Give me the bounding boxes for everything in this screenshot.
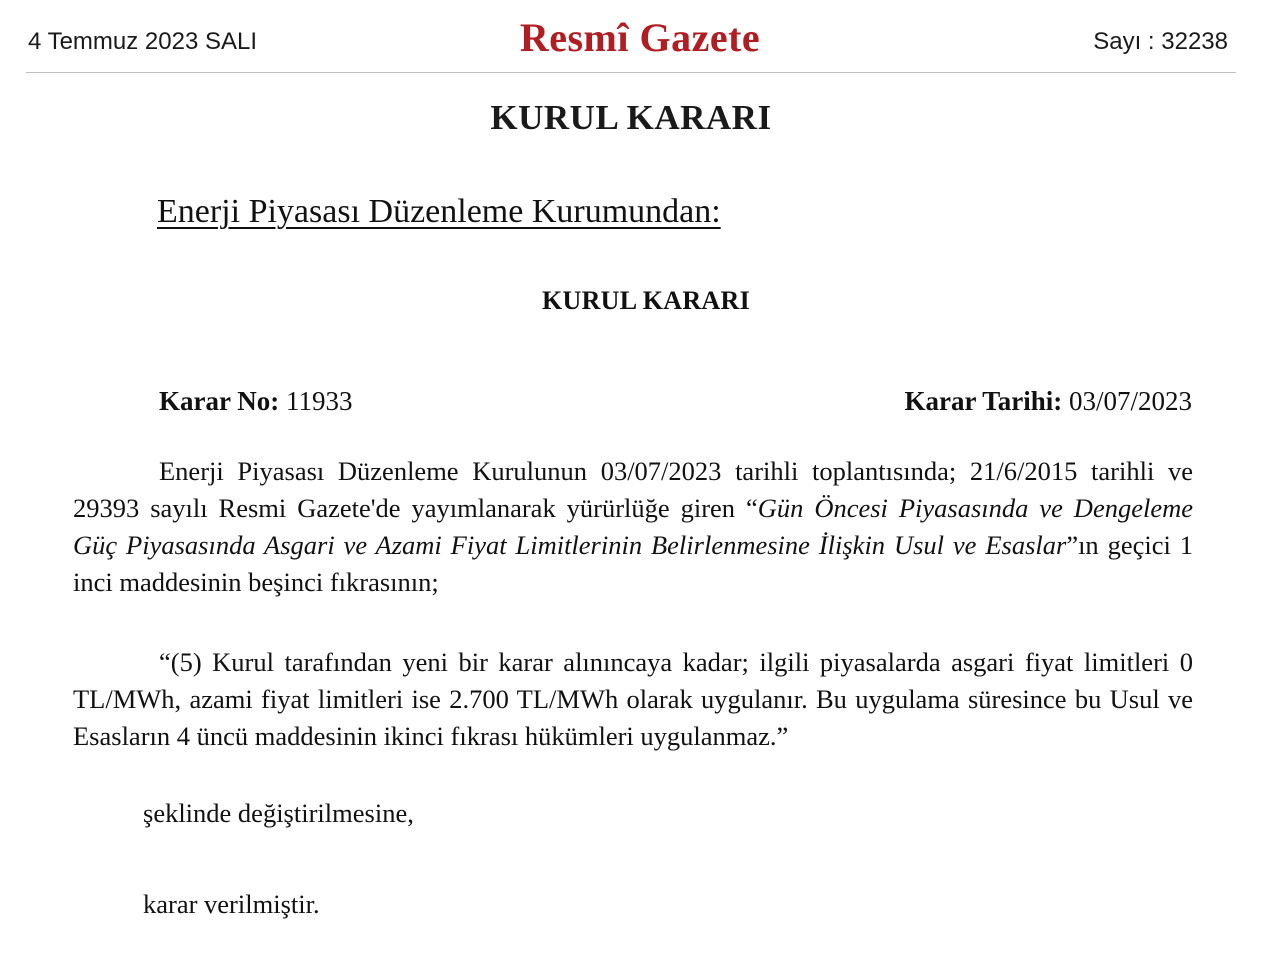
paragraph-preamble [73, 453, 1193, 601]
issue-date: 4 Temmuz 2023 SALI [28, 28, 258, 55]
preamble-text-b: ”ın geçici 1 inci maddesinin beşinci fıkrasının; [73, 530, 1193, 597]
decision-number-value: 11933 [285, 386, 353, 416]
decision-date [904, 386, 1192, 417]
decision-number-label: Karar No: [159, 386, 280, 416]
paragraph-amendment: “(5) Kurul tarafından yeni bir karar alınıncaya kadar; ilgili piyasalarda asgari fiyat limitleri 0 TL/MWh, azami fiyat limitleri ise 2.700 TL/MWh olarak uygulanır. Bu uygulama süresince bu Usul ve Esasların 4 üncü maddesinin ikinci fıkrası hükümleri uygulanmaz.” [73, 647, 1193, 751]
section-heading: KURUL KARARI [490, 98, 772, 137]
decision-heading: KURUL KARARI [541, 286, 750, 315]
header-divider [26, 72, 1236, 73]
decision-number [159, 386, 352, 417]
paragraph-conclusion: karar verilmiştir. [143, 889, 320, 919]
paragraph-amended-clause: şeklinde değiştirilmesine, [143, 798, 414, 828]
decision-date-label: Karar Tarihi: [904, 386, 1063, 416]
preamble-text-a: Enerji Piyasası Düzenleme Kurulunun 03/07/2023 tarihli toplantısında; 21/6/2015 tarihli ve 29393 sayılı Resmi Gazete'de yayımlanarak yürürlüğe giren “ [73, 456, 1193, 523]
gazette-title[interactable]: Resmî Gazete [519, 15, 761, 60]
issuing-institution: Enerji Piyasası Düzenleme Kurumundan: [157, 193, 721, 230]
issue-number: Sayı : 32238 [1093, 28, 1228, 55]
regulation-title: Gün Öncesi Piyasasında ve Dengeleme Güç Piyasasında Asgari ve Azami Fiyat Limitlerinin Belirlenmesine İlişkin Usul ve Esaslar [73, 493, 1193, 560]
decision-date-value: 03/07/2023 [1068, 386, 1192, 416]
gazette-header [0, 0, 1280, 74]
